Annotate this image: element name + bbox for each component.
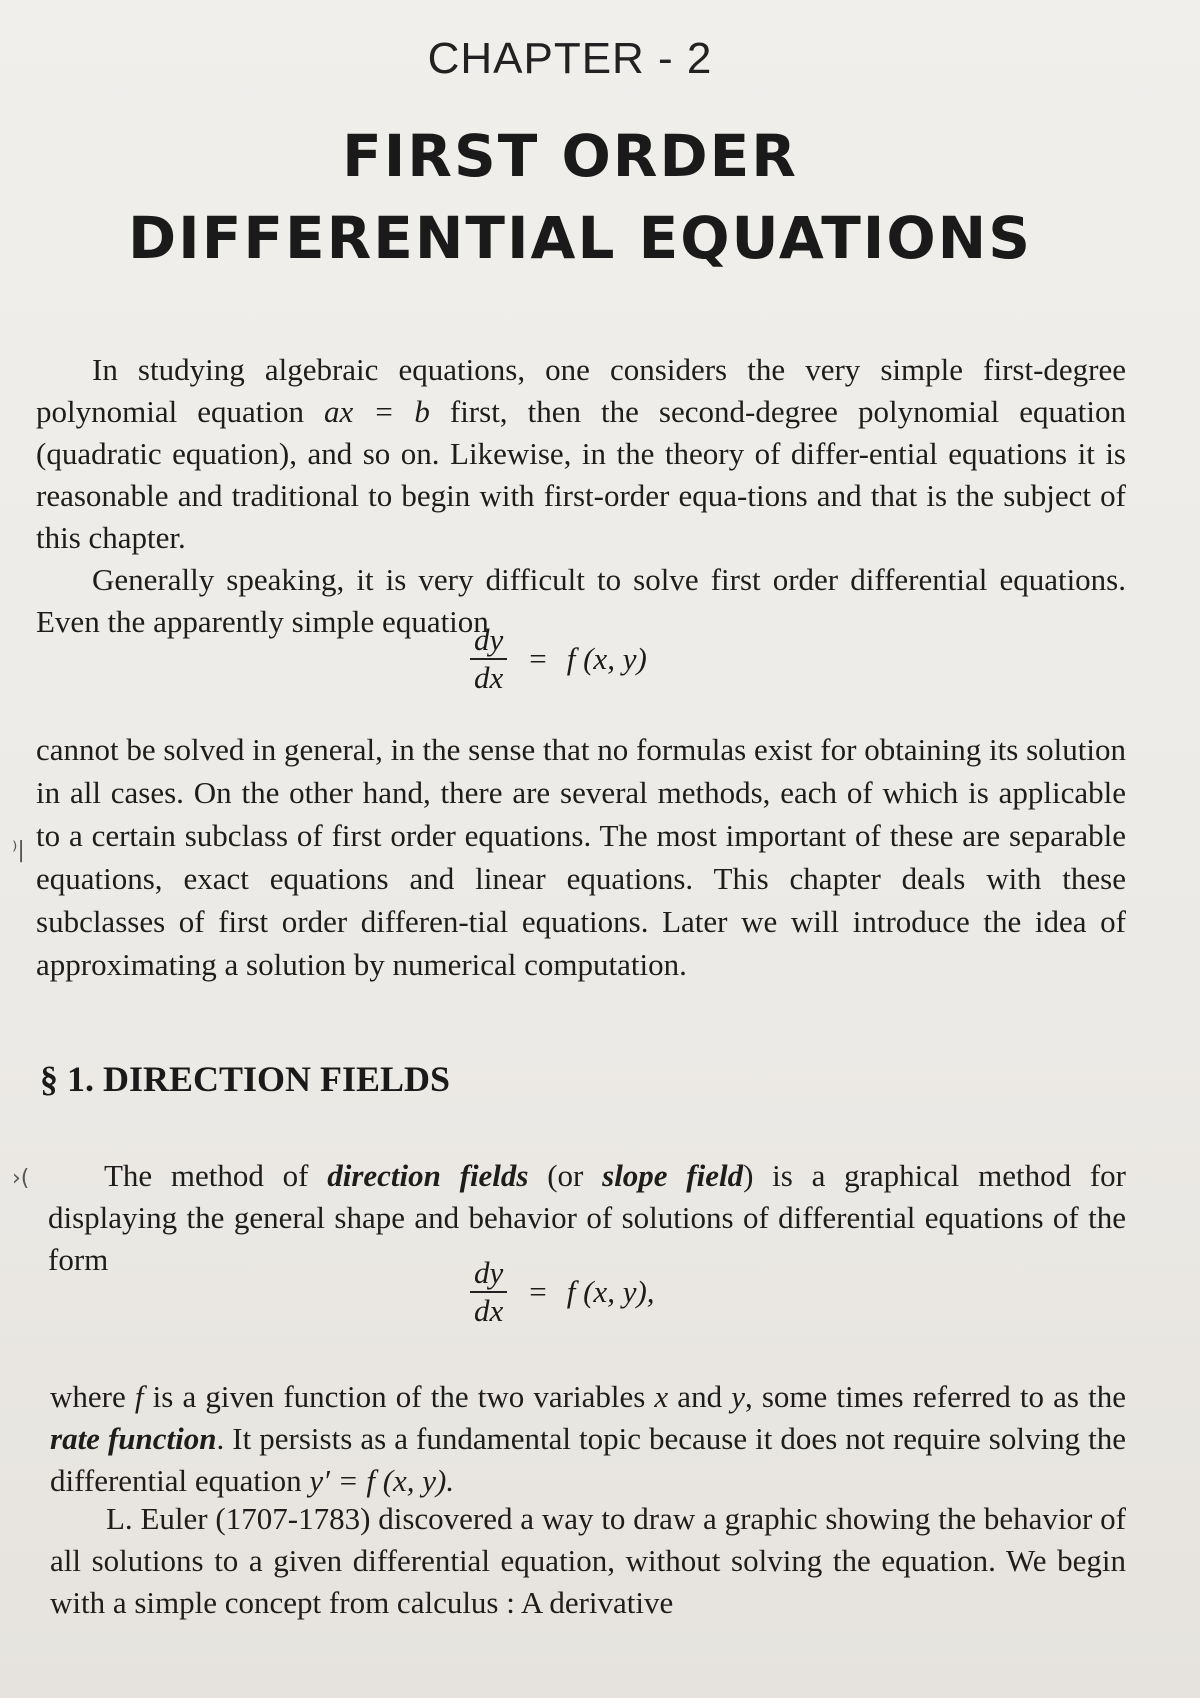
polynomial-expression: ax = b: [324, 394, 430, 429]
derivative-fraction: [470, 622, 507, 696]
section-heading: § 1. DIRECTION FIELDS: [40, 1059, 451, 1099]
equation-dy-dx: [470, 622, 647, 696]
chapter-number: CHAPTER - 2: [427, 34, 713, 83]
section-paragraph-3: L. Euler (1707-1783) discovered a way to draw a graphic showing the behavior of all solutions to a given differential equation, without solving the equation. We begin with a simple concept from calculus : A derivative: [50, 1501, 1126, 1620]
equation-rhs: f (x, y): [566, 641, 647, 676]
fraction-denominator: dx: [474, 660, 504, 695]
term-slope-field: slope field: [602, 1158, 744, 1193]
chapter-title-line-2: DIFFERENTIAL EQUATIONS: [128, 204, 1032, 272]
equals-sign: =: [529, 641, 547, 676]
intro-paragraph-2: Generally speaking, it is very difficult to solve first order differential equations. Even the apparently simple equation: [36, 562, 1126, 639]
margin-pen-mark: ⁾|: [12, 838, 25, 863]
term-rate-function: rate function: [50, 1421, 217, 1456]
equals-sign: =: [529, 1274, 547, 1309]
section-paragraph-2: where f is a given function of the two variables x and y, some times referred to as the rate function. It persists as a fundamental topic because it does not require solving the differential equation y′ = f (x, y).: [50, 1379, 1126, 1498]
fraction-denominator: dx: [474, 1293, 504, 1328]
intro-paragraph-3: cannot be solved in general, in the sense that no formulas exist for obtaining its solution in all cases. On the other hand, there are several methods, each of which is applicable to a certain subclass of first order equations. The most important of these are separable equations, exact equations and linear equations. This chapter deals with these subclasses of first order differen-tial equations. Later we will introduce the idea of approximating a solution by numerical computation.: [36, 732, 1126, 982]
section-paragraph-1: The method of direction fields (or slope field) is a graphical method for displaying the general shape and behavior of solutions of differential equations of the form: [48, 1158, 1126, 1277]
margin-pen-mark: ›(: [12, 1166, 30, 1191]
equation-dy-dx-form: [470, 1255, 655, 1329]
fraction-numerator: dy: [470, 1255, 507, 1293]
derivative-fraction: [470, 1255, 507, 1329]
term-direction-fields: direction fields: [327, 1158, 529, 1193]
chapter-title-line-1: FIRST ORDER: [342, 122, 798, 190]
equation-rhs: f (x, y),: [566, 1274, 655, 1309]
intro-paragraph-1: In studying algebraic equations, one considers the very simple first-degree polynomial equation ax = b first, then the second-degree polynomial equation (quadratic equation), and so on. Likewise, in the theory of differ-ential equations it is reasonable and traditional to begin with first-order equa-tions and that is the subject of this chapter.: [36, 352, 1126, 555]
fraction-numerator: dy: [470, 622, 507, 660]
inline-equation: y′ = f (x, y).: [309, 1463, 455, 1498]
